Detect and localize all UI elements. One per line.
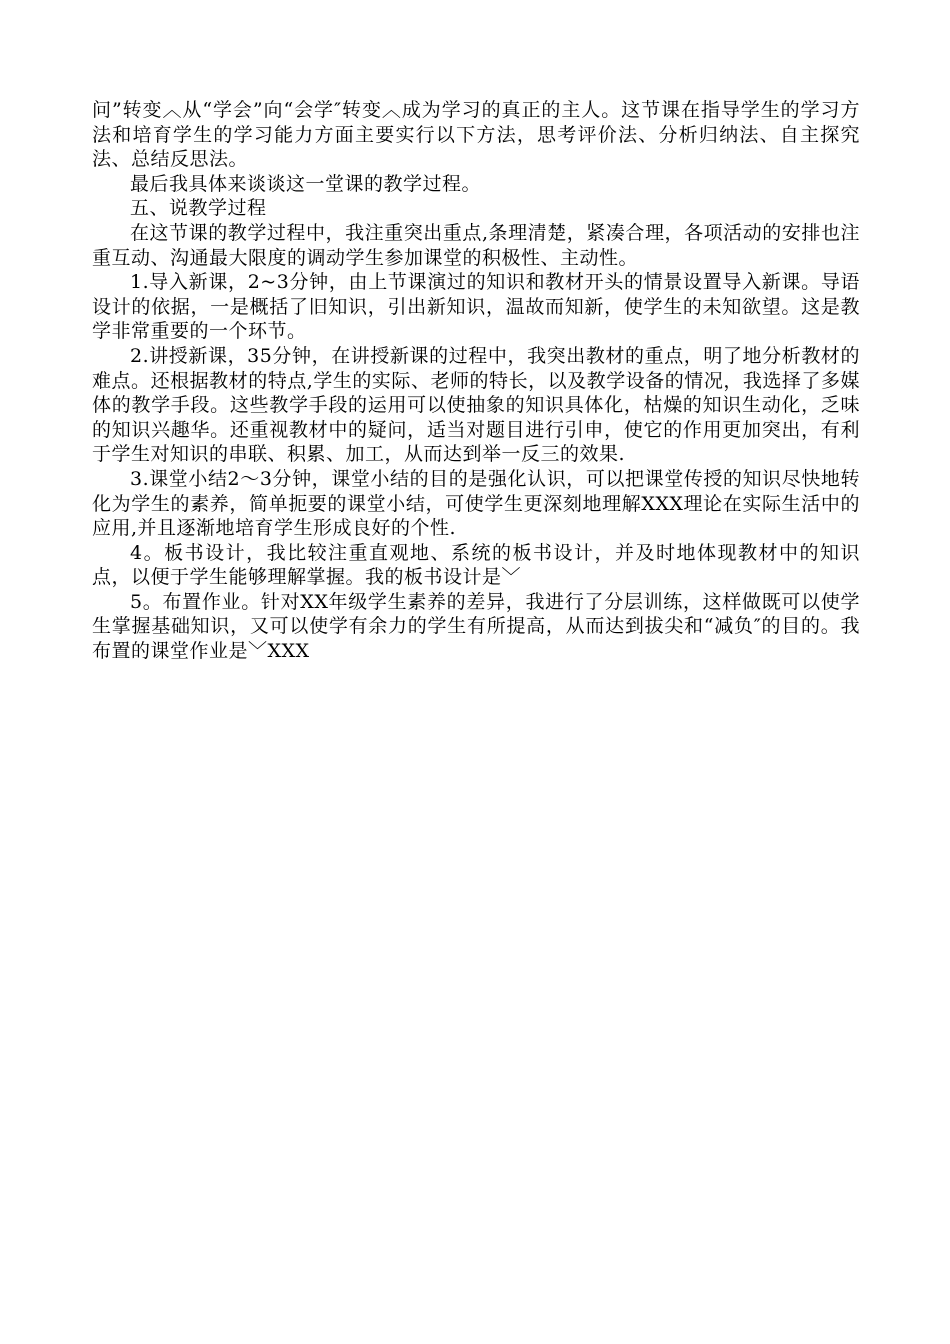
paragraph-8: 4。板书设计，我比较注重直观地、系统的板书设计，并及时地体现教材中的知识点，以便于学生能够理解掌握。我的板书设计是﹀	[92, 541, 860, 589]
section-heading-5: 五、说教学过程	[130, 197, 267, 220]
paragraph-7: 3.课堂小结2～3分钟，课堂小结的目的是强化认识，可以把课堂传授的知识尽快地转化为学生的素养，简单扼要的课堂小结，可使学生更深刻地理解XXX理论在实际生活中的应用,并且逐渐地培育学生形成良好的个性.	[92, 467, 860, 540]
paragraph-4: 在这节课的教学过程中，我注重突出重点,条理清楚，紧凑合理，各项活动的安排也注重互动、沟通最大限度的调动学生参加课堂的积极性、主动性。	[92, 221, 860, 269]
document-body	[92, 98, 860, 664]
paragraph-5: 1.导入新课，2~3分钟，由上节课演过的知识和教材开头的情景设置导入新课。导语设计的依据，一是概括了旧知识，引出新知识，温故而知新，使学生的未知欲望。这是教学非常重要的一个环节。	[92, 271, 860, 343]
paragraph-9: 5。布置作业。针对XX年级学生素养的差异，我进行了分层训练，这样做既可以使学生掌握基础知识，又可以使学有余力的学生有所提高，从而达到拔尖和“减负″的目的。我布置的课堂作业是﹀XXX	[92, 590, 860, 663]
paragraph-1: 问”转变︿从“学会”向“会学″转变︿成为学习的真正的主人。这节课在指导学生的学习方法和培育学生的学习能力方面主要实行以下方法，思考评价法、分析归纳法、自主探究法、总结反思法。	[92, 99, 860, 171]
paragraph-6: 2.讲授新课，35分钟，在讲授新课的过程中，我突出教材的重点，明了地分析教材的难点。还根据教材的特点,学生的实际、老师的特长，以及教学设备的情况，我选择了多媒体的教学手段。这些教学手段的运用可以使抽象的知识具体化，枯燥的知识生动化，乏味的知识兴趣华。还重视教材中的疑问，适当对题目进行引申，使它的作用更加突出，有利于学生对知识的串联、积累、加工，从而达到举一反三的效果.	[92, 344, 860, 466]
paragraph-2: 最后我具体来谈谈这一堂课的教学过程。	[130, 172, 482, 195]
